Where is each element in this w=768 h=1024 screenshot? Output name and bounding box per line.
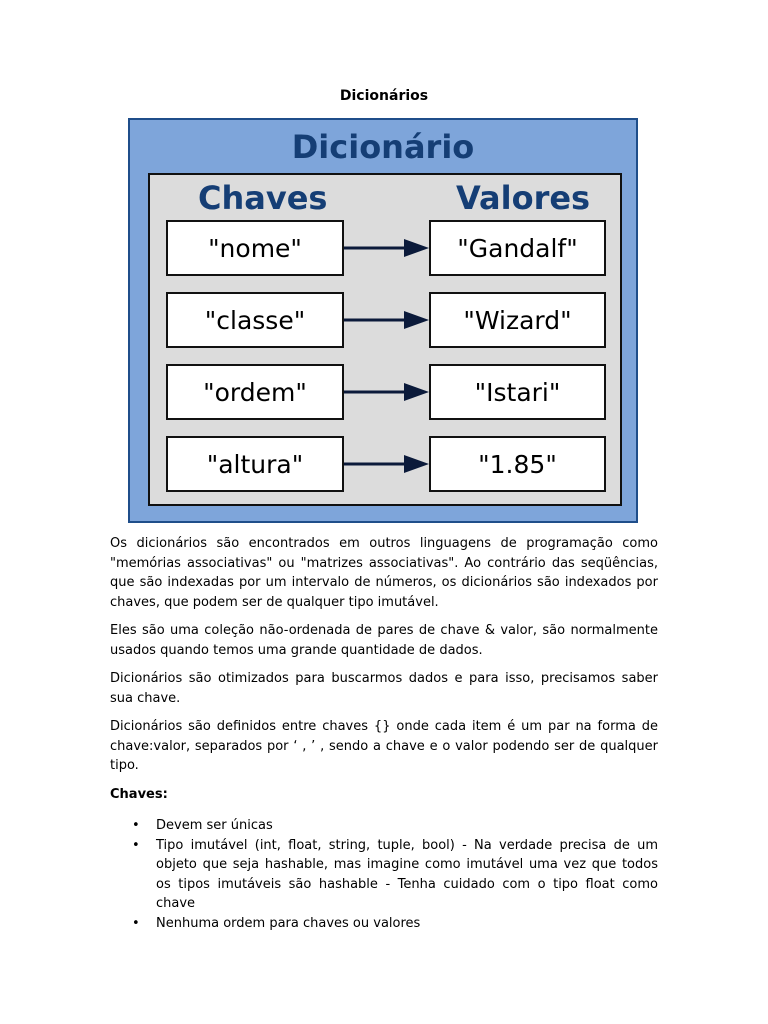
keys-column-header: Chaves: [198, 179, 328, 217]
paragraph-definition: Dicionários são definidos entre chaves {} onde cada item é um par na forma de chave:valor, separados por ‘ , ’ , sendo a chave e o valor podendo ser de qualquer tipo.: [110, 719, 658, 773]
document-body: [110, 534, 658, 933]
list-item-text: Devem ser únicas: [156, 818, 273, 833]
bullet-icon: •: [132, 915, 140, 931]
arrow-right-icon: [344, 238, 429, 258]
arrow-right-icon: [344, 310, 429, 330]
dictionary-diagram: [128, 118, 638, 523]
key-box: "classe": [166, 292, 344, 348]
key-value-pair-row: [150, 436, 620, 492]
key-value-pair-row: [150, 364, 620, 420]
arrow-right-icon: [344, 454, 429, 474]
bullet-icon: •: [132, 818, 140, 833]
diagram-inner-panel: [148, 173, 622, 506]
keys-bullet-list: [110, 816, 658, 933]
key-box: "altura": [166, 436, 344, 492]
paragraph-intro: Os dicionários são encontrados em outros linguagens de programação como "memórias associativas" ou "matrizes associativas". Ao contrário das seqüências, que são indexadas por um intervalo de números, os dicionários são indexados por chaves, que podem ser de qualquer tipo imutável.: [110, 536, 658, 610]
key-value-pair-row: [150, 292, 620, 348]
key-box: "nome": [166, 220, 344, 276]
value-box: "1.85": [429, 436, 606, 492]
paragraph-unordered: Eles são uma coleção não-ordenada de pares de chave & valor, são normalmente usados quando temos uma grande quantidade de dados.: [110, 623, 658, 658]
value-box: "Gandalf": [429, 220, 606, 276]
paragraph-optimized: Dicionários são otimizados para buscarmos dados e para isso, precisamos saber sua chave.: [110, 671, 658, 706]
value-box: "Istari": [429, 364, 606, 420]
value-box: "Wizard": [429, 292, 606, 348]
list-item-text: Tipo imutável (int, float, string, tuple, bool) - Na verdade precisa de um objeto que seja hashable, mas imagine como imutável uma vez que todos os tipos imutáveis são hashable - Tenha cuidado com o tipo float como chave: [156, 837, 658, 911]
key-value-pair-row: [150, 220, 620, 276]
diagram-title: Dicionário: [291, 128, 475, 166]
arrow-right-icon: [344, 382, 429, 402]
list-item-text: Nenhuma ordem para chaves ou valores: [156, 915, 421, 931]
values-column-header: Valores: [456, 179, 591, 217]
key-box: "ordem": [166, 364, 344, 420]
list-item: [110, 836, 658, 914]
list-item: [110, 816, 658, 836]
keys-section-heading: Chaves:: [110, 786, 168, 802]
bullet-icon: •: [132, 837, 140, 853]
list-item: [110, 914, 658, 934]
page-title: Dicionários: [339, 88, 429, 104]
